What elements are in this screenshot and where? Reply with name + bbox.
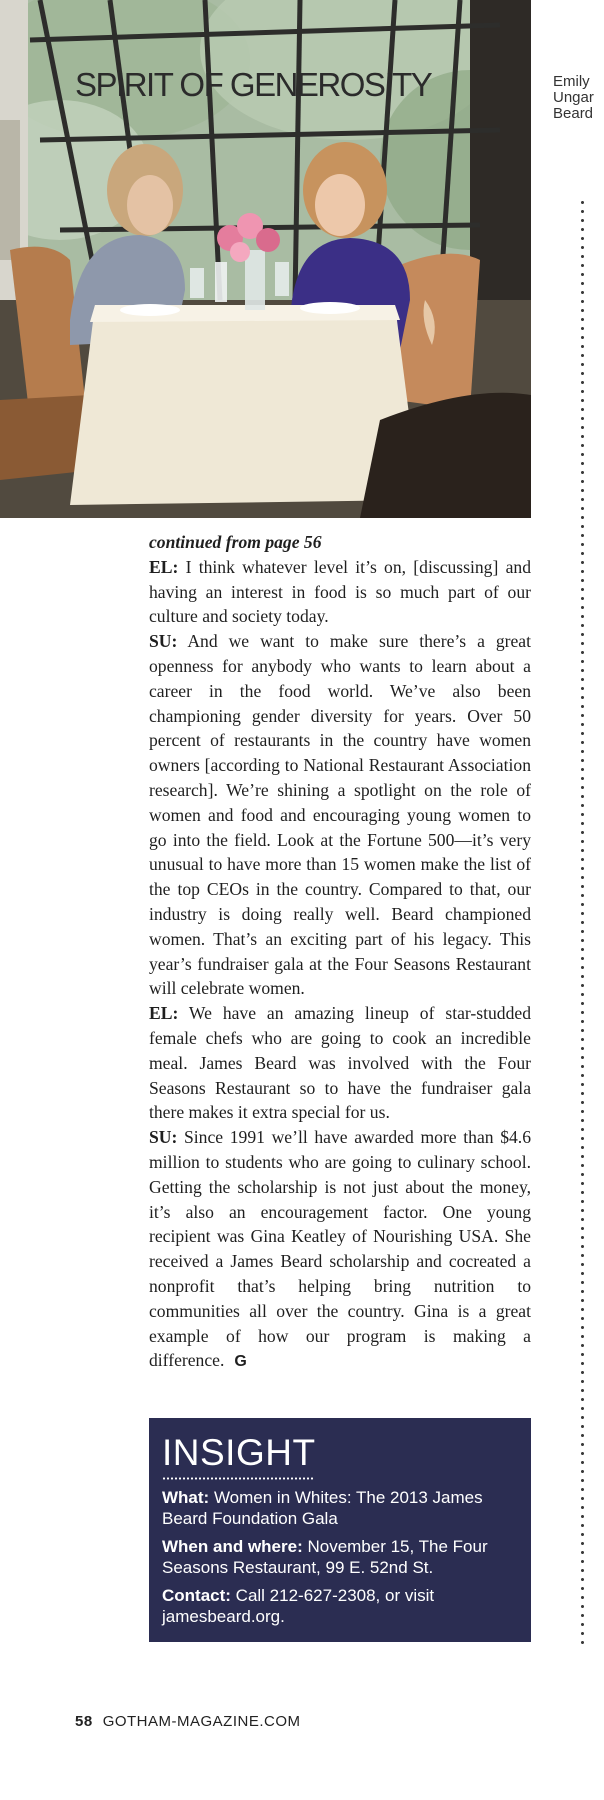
insight-contact-label: Contact: <box>162 1586 231 1605</box>
article-headline: SPIRIT OF GENEROSITY <box>75 66 432 103</box>
insight-what-text: Women in Whites: The 2013 James Beard Foundation Gala <box>162 1488 483 1528</box>
speaker-label: EL: <box>149 1003 179 1024</box>
site-url: GOTHAM-MAGAZINE.COM <box>102 1713 301 1730</box>
insight-when-label: When and where: <box>162 1537 303 1556</box>
insight-when <box>162 1537 518 1578</box>
page-number: 58 <box>75 1713 93 1730</box>
paragraph <box>149 629 531 1001</box>
paragraph-text: I think whatever level it’s on, [discussing] and having an interest in food is so much part of our culture and society today. <box>149 556 531 627</box>
speaker-label: SU: <box>149 631 178 652</box>
insight-box <box>149 1418 531 1642</box>
paragraph-text: We have an amazing lineup of star-studded female chefs who are going to cook an incredible meal. James Beard was involved with the Four Seasons Restaurant so to have the fundraiser gala there makes it extra special for us. <box>149 1003 531 1123</box>
page-footer <box>75 1713 301 1730</box>
paragraph <box>149 555 531 629</box>
side-caption-line: Emily <box>553 74 590 90</box>
insight-what-label: What: <box>162 1488 210 1507</box>
speaker-label: EL: <box>149 556 179 577</box>
continued-note: continued from page 56 <box>149 532 322 552</box>
insight-contact <box>162 1586 518 1627</box>
paragraph <box>149 1001 531 1125</box>
insight-title: INSIGHT <box>162 1432 316 1473</box>
paragraph <box>149 1125 531 1375</box>
paragraph-text: Since 1991 we’ll have awarded more than $4.6 million to students who are going to culinary school. Getting the scholarship is not just about the money, it’s also an encouragement factor. One young recipient was Gina Keatley of Nourishing USA. She received a James Beard scholarship and cocreated a nonprofit that’s helping bring nutrition to communities all over the country. Gina is a great example of how our program is making a difference. <box>149 1127 531 1371</box>
paragraph-text: And we want to make sure there’s a great openness for anybody who wants to learn about a career in the food world. We’ve also been championing gender diversity for years. Over 50 percent of restaurants in the country have women owners [according to National Restaurant Association research]. We’re shining a spotlight on the role of women and food and encouraging young women to go into the field. Look at the Fortune 500—it’s very unusual to have more than 15 women make the list of the top CEOs in the country. Compared to that, our industry is doing really well. Beard championed women. That’s an exciting part of his legacy. This year’s fundraiser gala at the Four Seasons Restaurant will celebrate women. <box>149 631 531 999</box>
insight-when-text: November 15, The Four Seasons Restaurant, 99 E. 52nd St. <box>162 1537 488 1577</box>
insight-dotted-rule <box>162 1477 314 1480</box>
insight-what <box>162 1488 518 1529</box>
side-caption-line: Ungar <box>553 89 594 106</box>
hero-photo <box>0 0 531 518</box>
insight-contact-text: Call 212-627-2308, or visit jamesbeard.org. <box>162 1586 435 1626</box>
dotted-column-rule <box>580 198 585 1648</box>
end-mark-icon: G <box>234 1353 247 1371</box>
side-caption-line: Beard <box>553 105 594 122</box>
article-body <box>149 530 531 1375</box>
side-caption <box>553 74 604 122</box>
speaker-label: SU: <box>149 1127 178 1148</box>
